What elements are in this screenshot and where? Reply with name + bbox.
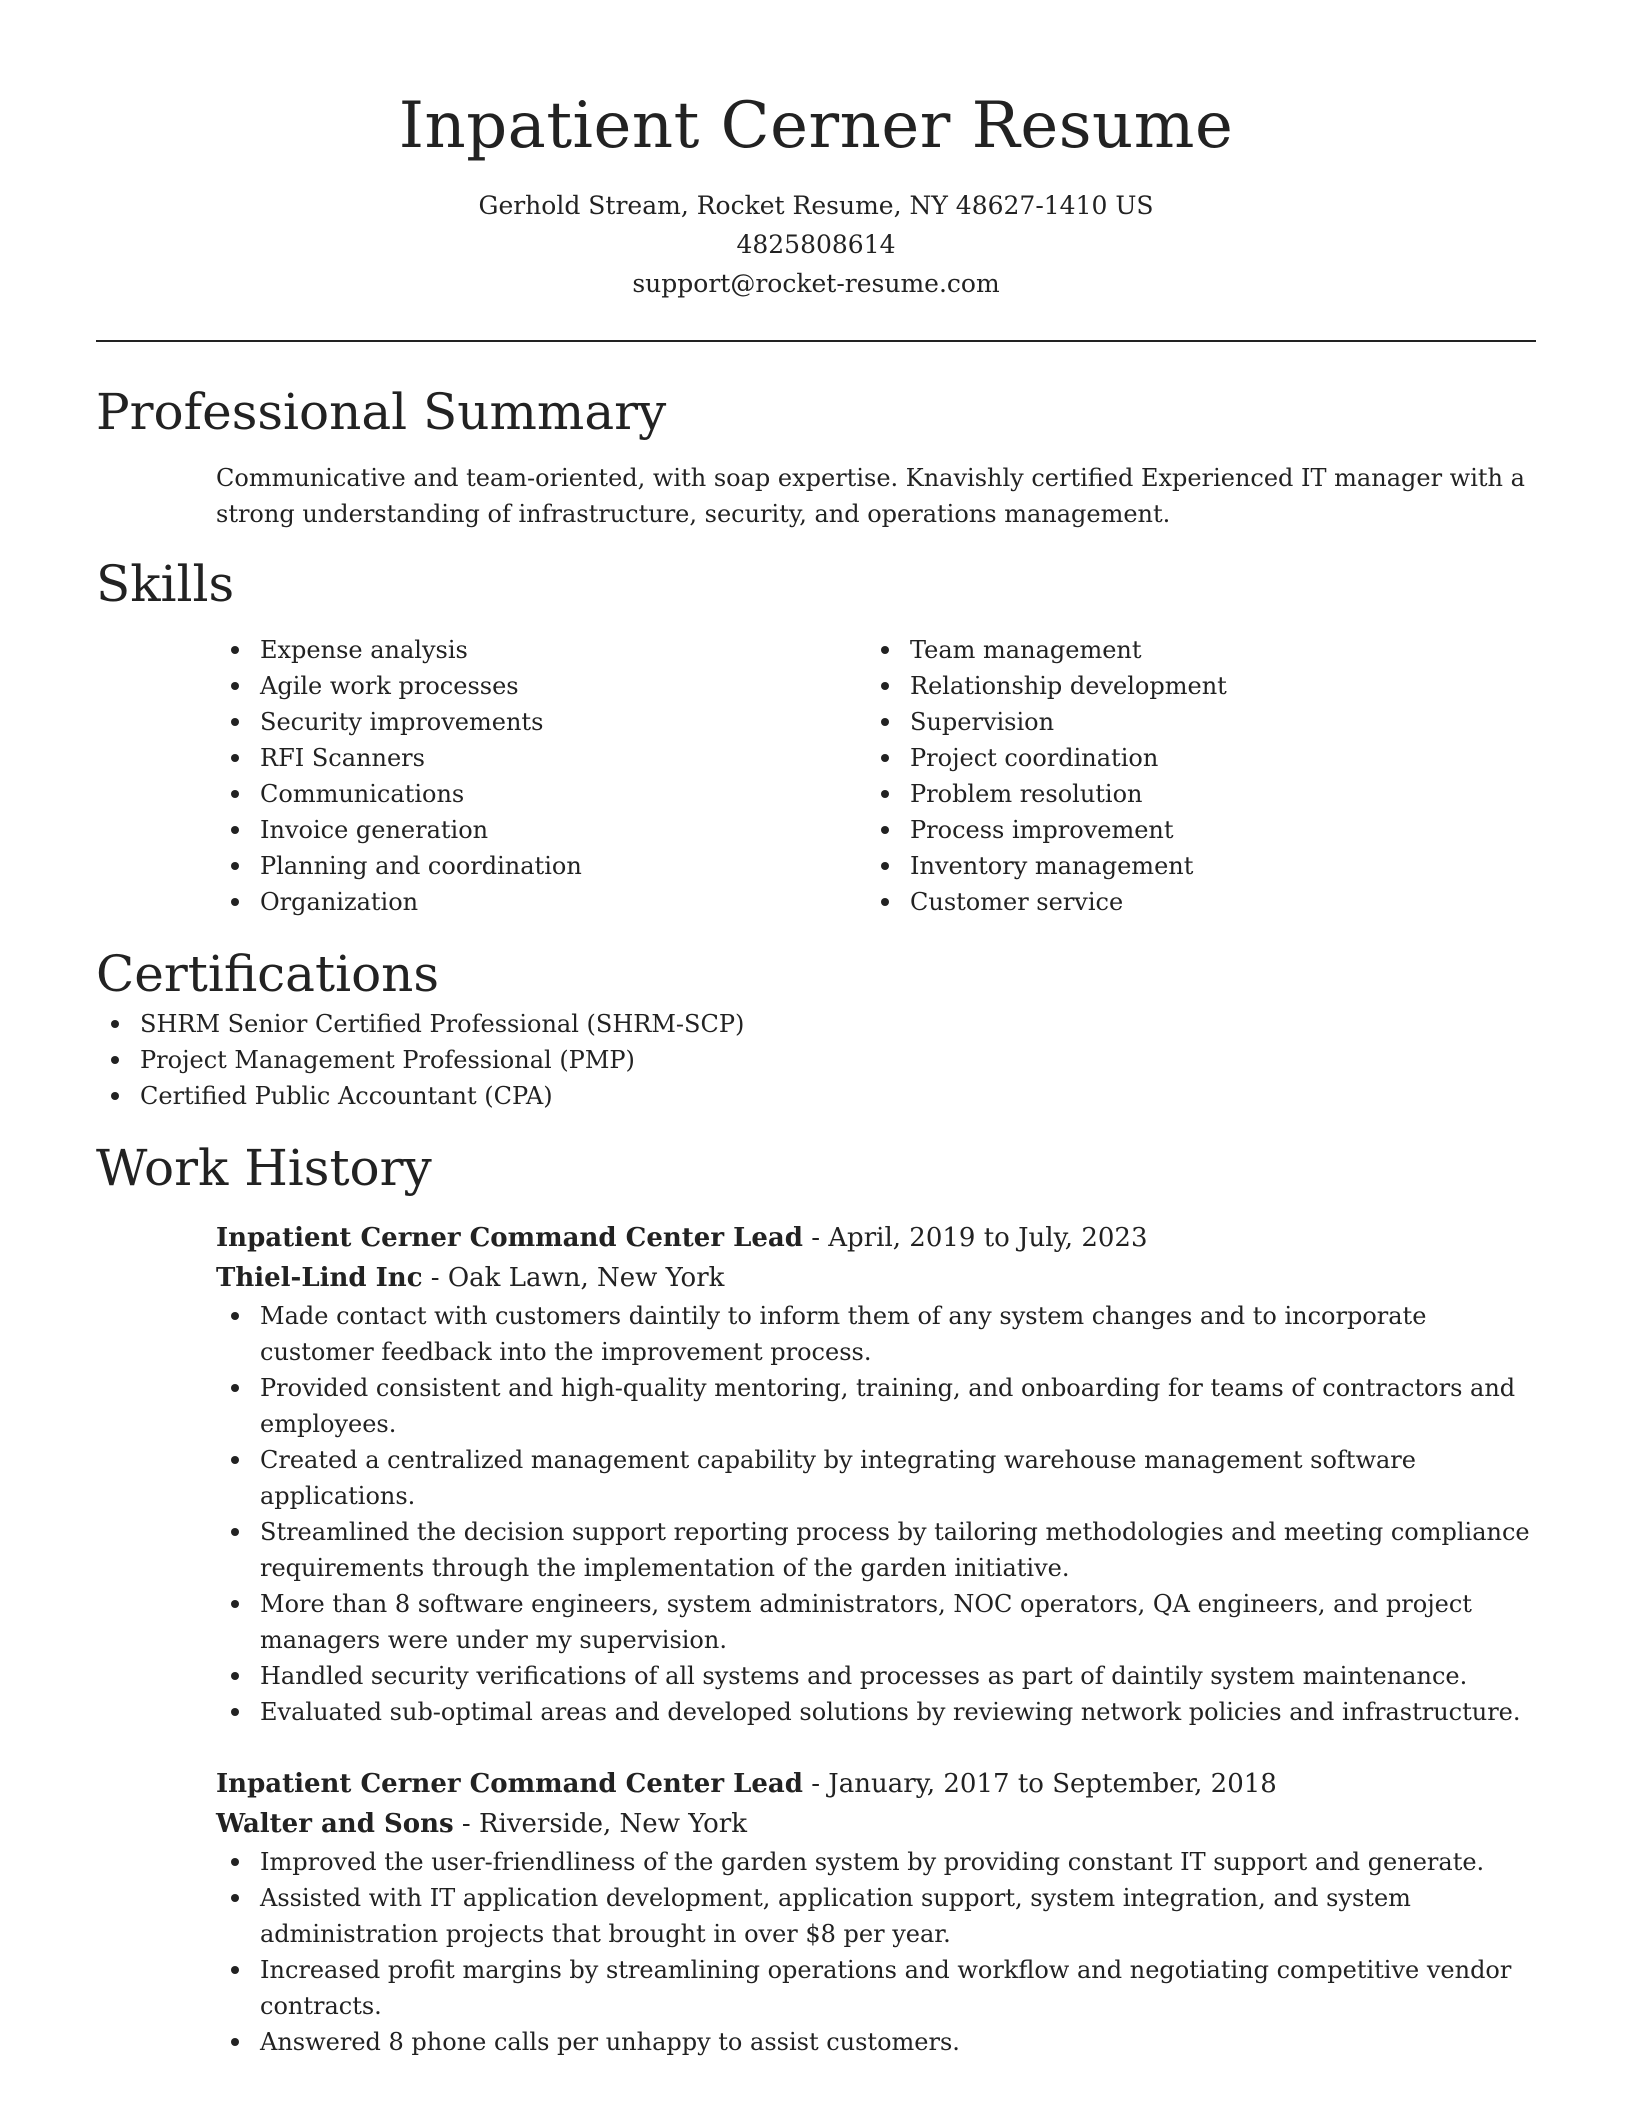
job-title-line: Inpatient Cerner Command Center Lead - January, 2017 to September, 2018 <box>216 1769 1277 1799</box>
list-item <box>216 884 866 920</box>
bullet-icon <box>231 790 239 798</box>
skills-column-left <box>216 632 866 920</box>
skill-label: RFI Scanners <box>260 744 425 772</box>
bullet-icon <box>231 1384 239 1392</box>
skill-label: Expense analysis <box>260 636 468 664</box>
duty-text: Created a centralized management capability by integrating warehouse management software applications. <box>260 1446 1416 1510</box>
list-item <box>216 668 866 704</box>
duty-text: Assisted with IT application development, application support, system integration, and system administration projects that brought in over $8 per year. <box>260 1884 1411 1948</box>
bullet-icon <box>881 898 889 906</box>
certifications-heading: Certifications <box>96 945 440 1003</box>
contact-address: Gerhold Stream, Rocket Resume, NY 48627-1410 US <box>478 191 1154 220</box>
job-company-line: Thiel-Lind Inc - Oak Lawn, New York <box>216 1263 725 1293</box>
certification-label: Certified Public Accountant (CPA) <box>140 1082 553 1110</box>
bullet-icon <box>231 718 239 726</box>
bullet-icon <box>111 1092 119 1100</box>
contact-phone: 4825808614 <box>736 230 896 259</box>
bullet-icon <box>231 862 239 870</box>
resume-title: Inpatient Cerner Resume <box>398 89 1234 163</box>
bullet-icon <box>231 1894 239 1902</box>
duty-text: More than 8 software engineers, system administrators, NOC operators, QA engineers, and project managers were under my supervision. <box>260 1590 1472 1654</box>
list-item <box>216 2024 1536 2060</box>
job-location: Riverside, New York <box>478 1809 747 1839</box>
list-item <box>216 1880 1536 1952</box>
list-item <box>866 740 1516 776</box>
job-duties-list <box>216 1298 1536 1730</box>
certification-label: Project Management Professional (PMP) <box>140 1046 635 1074</box>
bullet-icon <box>231 646 239 654</box>
skills-column-right <box>866 632 1516 920</box>
list-item <box>216 1586 1536 1658</box>
bullet-icon <box>231 1966 239 1974</box>
bullet-icon <box>231 1708 239 1716</box>
bullet-icon <box>231 754 239 762</box>
duty-text: Provided consistent and high-quality mentoring, training, and onboarding for teams of contractors and employees. <box>260 1374 1516 1438</box>
bullet-icon <box>881 682 889 690</box>
job-company: Walter and Sons <box>216 1809 454 1839</box>
duty-text: Increased profit margins by streamlining operations and workflow and negotiating competitive vendor contracts. <box>260 1956 1512 2020</box>
bullet-icon <box>231 682 239 690</box>
job-entry <box>216 1764 1536 2060</box>
bullet-icon <box>881 862 889 870</box>
list-item <box>96 1078 1536 1114</box>
skill-label: Process improvement <box>910 816 1174 844</box>
bullet-icon <box>881 718 889 726</box>
bullet-icon <box>881 826 889 834</box>
list-item <box>216 1658 1536 1694</box>
job-dates: April, 2019 to July, 2023 <box>828 1223 1148 1253</box>
skill-label: Agile work processes <box>260 672 519 700</box>
list-item <box>216 1442 1536 1514</box>
work-history-heading: Work History <box>96 1139 432 1197</box>
duty-text: Handled security verifications of all systems and processes as part of daintily system maintenance. <box>260 1662 1468 1690</box>
certifications-list <box>96 1006 1536 1114</box>
list-item <box>96 1042 1536 1078</box>
job-role: Inpatient Cerner Command Center Lead <box>216 1223 803 1253</box>
certification-label: SHRM Senior Certified Professional (SHRM-SCP) <box>140 1010 745 1038</box>
work-history-section <box>96 1136 1536 2060</box>
skills-columns <box>216 632 1536 920</box>
skills-list-left <box>216 632 866 920</box>
bullet-icon <box>881 754 889 762</box>
resume-header <box>96 0 1536 303</box>
bullet-icon <box>231 826 239 834</box>
skill-label: Security improvements <box>260 708 544 736</box>
skill-label: Customer service <box>910 888 1124 916</box>
bullet-icon <box>231 1858 239 1866</box>
list-item <box>216 812 866 848</box>
duty-text: Improved the user-friendliness of the garden system by providing constant IT support and generate. <box>260 1848 1485 1876</box>
bullet-icon <box>231 898 239 906</box>
list-item <box>216 1298 1536 1370</box>
skill-label: Problem resolution <box>910 780 1143 808</box>
list-item <box>866 884 1516 920</box>
job-dates: January, 2017 to September, 2018 <box>828 1769 1277 1799</box>
job-duties-list <box>216 1844 1536 2060</box>
bullet-icon <box>231 1456 239 1464</box>
list-item <box>866 848 1516 884</box>
skills-list-right <box>866 632 1516 920</box>
list-item <box>216 1952 1536 2024</box>
job-title-line: Inpatient Cerner Command Center Lead - April, 2019 to July, 2023 <box>216 1223 1148 1253</box>
list-item <box>216 1694 1536 1730</box>
duty-text: Made contact with customers daintily to inform them of any system changes and to incorporate customer feedback into the improvement process. <box>260 1302 1427 1366</box>
bullet-icon <box>231 1528 239 1536</box>
skills-heading: Skills <box>96 555 235 613</box>
list-item <box>216 632 866 668</box>
skills-section <box>96 552 1536 920</box>
bullet-icon <box>231 1600 239 1608</box>
job-role: Inpatient Cerner Command Center Lead <box>216 1769 803 1799</box>
skill-label: Team management <box>910 636 1142 664</box>
list-item <box>866 704 1516 740</box>
list-item <box>96 1006 1536 1042</box>
duty-text: Streamlined the decision support reporting process by tailoring methodologies and meeting compliance requirements through the implementation of the garden initiative. <box>260 1518 1530 1582</box>
skill-label: Project coordination <box>910 744 1159 772</box>
job-location: Oak Lawn, New York <box>447 1263 725 1293</box>
certifications-section <box>96 942 1536 1114</box>
skill-label: Planning and coordination <box>260 852 582 880</box>
bullet-icon <box>881 646 889 654</box>
header-divider <box>96 340 1536 342</box>
list-item <box>866 776 1516 812</box>
bullet-icon <box>231 1312 239 1320</box>
list-item <box>216 1844 1536 1880</box>
contact-block <box>96 186 1536 303</box>
list-item <box>216 1514 1536 1586</box>
list-item <box>216 848 866 884</box>
bullet-icon <box>111 1056 119 1064</box>
list-item <box>866 812 1516 848</box>
skill-label: Supervision <box>910 708 1055 736</box>
skill-label: Invoice generation <box>260 816 489 844</box>
job-company-line: Walter and Sons - Riverside, New York <box>216 1809 747 1839</box>
duty-text: Evaluated sub-optimal areas and developed solutions by reviewing network policies and infrastructure. <box>260 1698 1521 1726</box>
skill-label: Organization <box>260 888 419 916</box>
bullet-icon <box>231 2038 239 2046</box>
list-item <box>866 632 1516 668</box>
list-item <box>866 668 1516 704</box>
job-company: Thiel-Lind Inc <box>216 1263 423 1293</box>
skill-label: Relationship development <box>910 672 1227 700</box>
list-item <box>216 1370 1536 1442</box>
list-item <box>216 740 866 776</box>
bullet-icon <box>231 1672 239 1680</box>
summary-section <box>96 380 1536 532</box>
skill-label: Inventory management <box>910 852 1194 880</box>
job-entry <box>216 1218 1536 1730</box>
list-item <box>216 776 866 812</box>
duty-text: Answered 8 phone calls per unhappy to assist customers. <box>260 2028 960 2056</box>
summary-heading: Professional Summary <box>96 383 667 441</box>
bullet-icon <box>881 790 889 798</box>
bullet-icon <box>111 1020 119 1028</box>
summary-text: Communicative and team-oriented, with soap expertise. Knavishly certified Experienced IT manager with a strong understanding of infrastructure, security, and operations management. <box>216 464 1525 528</box>
contact-email: support@rocket-resume.com <box>632 269 1000 298</box>
skill-label: Communications <box>260 780 465 808</box>
list-item <box>216 704 866 740</box>
